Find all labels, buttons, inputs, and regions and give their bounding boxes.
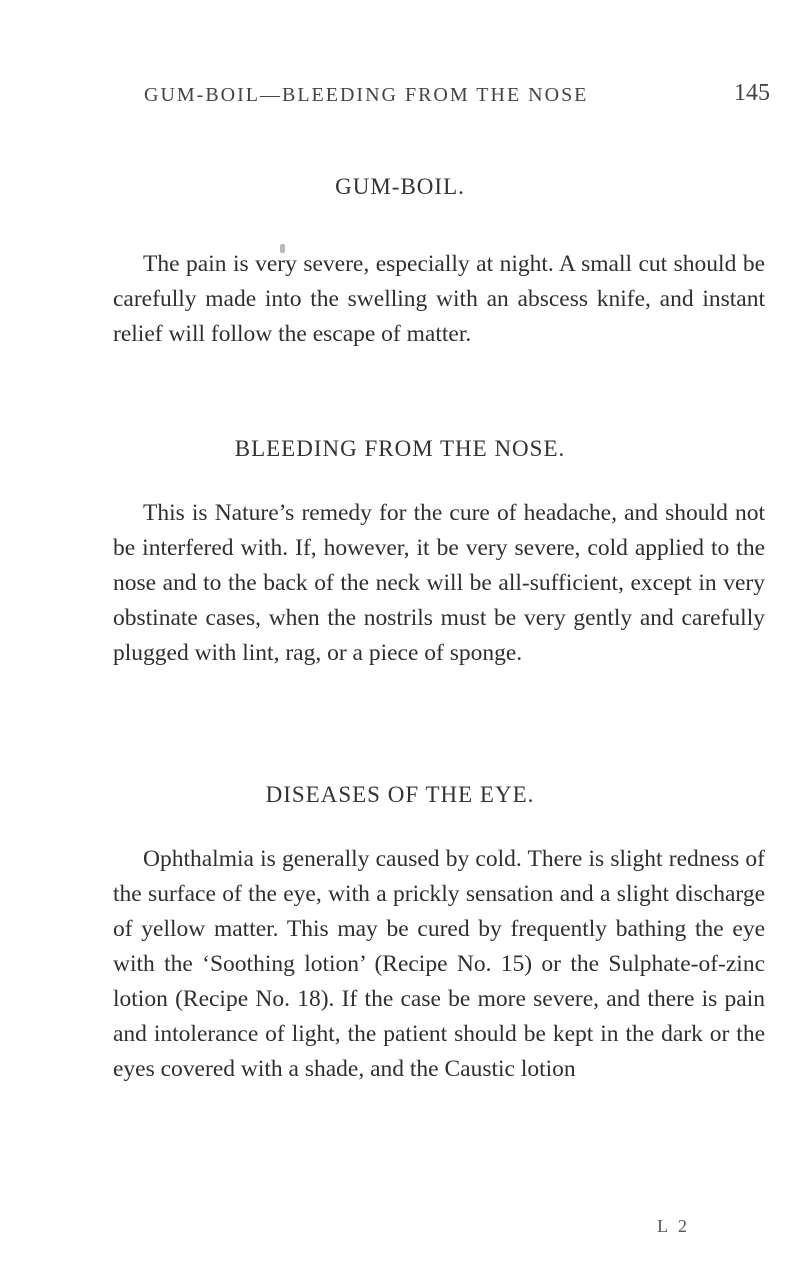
section-title-gum-boil: GUM-BOIL.: [335, 174, 465, 199]
paragraph-gum-boil: The pain is very severe, especially at night. A small cut should be carefully made into the swelling with an abscess knife, and instant relief will follow the escape of matter.: [113, 251, 765, 347]
paragraph-diseases-of-eye: Ophthalmia is generally caused by cold. There is slight redness of the surface of the eye, with a prickly sensation and a slight discharge of yellow matter. This may be cured by frequently bathing the eye with the ‘Soothing lotion’ (Recipe No. 15) or the Sulphate-of-zinc lotion (Recipe No. 18). If the case be more severe, and there is pain and intolerance of light, the patient should be kept in the dark or the eyes covered with a shade, and the Caustic lotion: [113, 846, 765, 1082]
page-number: 145: [734, 80, 770, 106]
paragraph-bleeding-from-nose: This is Nature’s remedy for the cure of headache, and should not be interfered with. If, however, it be very severe, cold applied to the nose and to the back of the neck will be all-sufficient, except in very obstinate cases, when the nostrils must be very gently and carefully plugged with lint, rag, or a piece of sponge.: [113, 500, 765, 666]
section-title-bleeding-from-nose: BLEEDING FROM THE NOSE.: [234, 436, 566, 461]
running-head: GUM-BOIL—BLEEDING FROM THE NOSE: [144, 84, 589, 106]
signature-mark: L 2: [657, 1216, 690, 1236]
section-title-diseases-of-eye: DISEASES OF THE EYE.: [265, 782, 535, 807]
